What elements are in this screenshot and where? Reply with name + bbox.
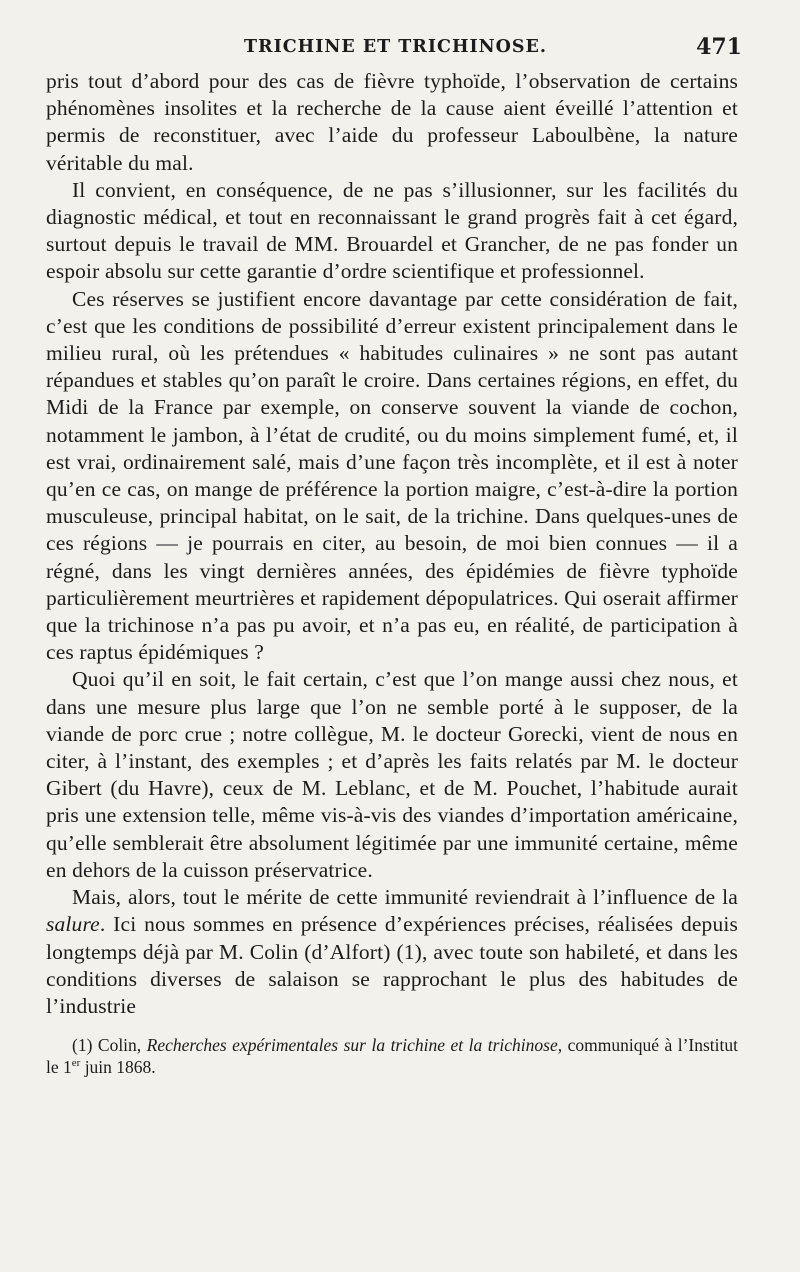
page-header [46,34,742,68]
footnote-superscript: er [71,1057,81,1070]
paragraph-1: pris tout d’abord pour des cas de fièvre typhoïde, l’observation de certains phénomènes insolites et la recherche de la cause aient éveillé l’attention et permis de reconstituer, avec l’aide du professeur Laboulbène, la nature véritable du mal. [46,69,738,175]
book-page [46,34,742,1078]
paragraph-5-start: Mais, alors, tout le mérite de cette immunité reviendrait à l’influence de la [72,885,738,910]
paragraph-5-end: . Ici nous sommes en présence d’expériences précises, réalisées depuis longtemps déjà par M. Colin (d’Alfort) (1), avec toute son habileté, et dans les conditions diverses de salaison se rapprochant le plus des habitudes de l’industrie [46,912,738,1018]
paragraph-4: Quoi qu’il en soit, le fait certain, c’est que l’on mange aussi chez nous, et dans une mesure plus large que l’on ne semble porté à le supposer, de la viande de porc crue ; notre collègue, M. le docteur Gorecki, vient de nous en citer, à l’instant, des exemples ; et d’après les faits relatés par M. le docteur Gibert (du Havre), ceux de M. Leblanc, et de M. Pouchet, l’habitude aurait pris une extension telle, même vis-à-vis des viandes d’importation américaine, qu’elle semblerait être absolument légitimée par une immunité certaine, même en dehors de la cuisson préservatrice. [46,667,738,882]
running-title: TRICHINE ET TRICHINOSE. [244,37,547,57]
footnote-text: , communiqué à l’Institut le 1 [46,1035,738,1078]
body-text [46,68,738,1020]
italic-term: salure [46,912,100,937]
footnote [46,1034,738,1078]
paragraph-2: Il convient, en conséquence, de ne pas s’illusionner, sur les facilités du diagnostic médical, et tout en reconnaissant le grand progrès fait à cet égard, surtout depuis le travail de MM. Brouardel et Grancher, de ne pas fonder un espoir absolu sur cette garantie d’ordre scientifique et professionnel. [46,177,738,284]
paragraph-3: Ces réserves se justifient encore davantage par cette considération de fait, c’est que les conditions de possibilité d’erreur existent principalement dans le milieu rural, où les prétendues « habitudes culinaires » ne sont pas autant répandues et stables qu’on paraît le croire. Dans certaines régions, en effet, du Midi de la France par exemple, on conserve souvent la viande de cochon, notamment le jambon, à l’état de crudité, ou du moins simplement fumé, et, il est vrai, ordinairement salé, mais d’une façon très incomplète, et il est à noter qu’en ce cas, on mange de préférence la portion maigre, c’est-à-dire la portion musculeuse, principal habitat, on le sait, de la trichine. Dans quelques-unes de ces régions — je pourrais en citer, au besoin, de moi bien connues — il a régné, dans les vingt dernières années, des épidémies de fièvre typhoïde particulièrement meurtrières et rapidement dépopulatrices. Qui oserait affirmer que la trichinose n’a pas pu avoir, et n’a pas eu, en réalité, de participation à ces raptus épidémiques ? [46,286,738,665]
paragraph-5 [46,884,738,1020]
footnote-marker: (1) Colin, [72,1035,147,1056]
page-number: 471 [696,34,742,60]
footnote-date: juin 1868. [80,1057,156,1078]
footnote-title: Recherches expérimentales sur la trichine et la trichinose [146,1035,558,1056]
